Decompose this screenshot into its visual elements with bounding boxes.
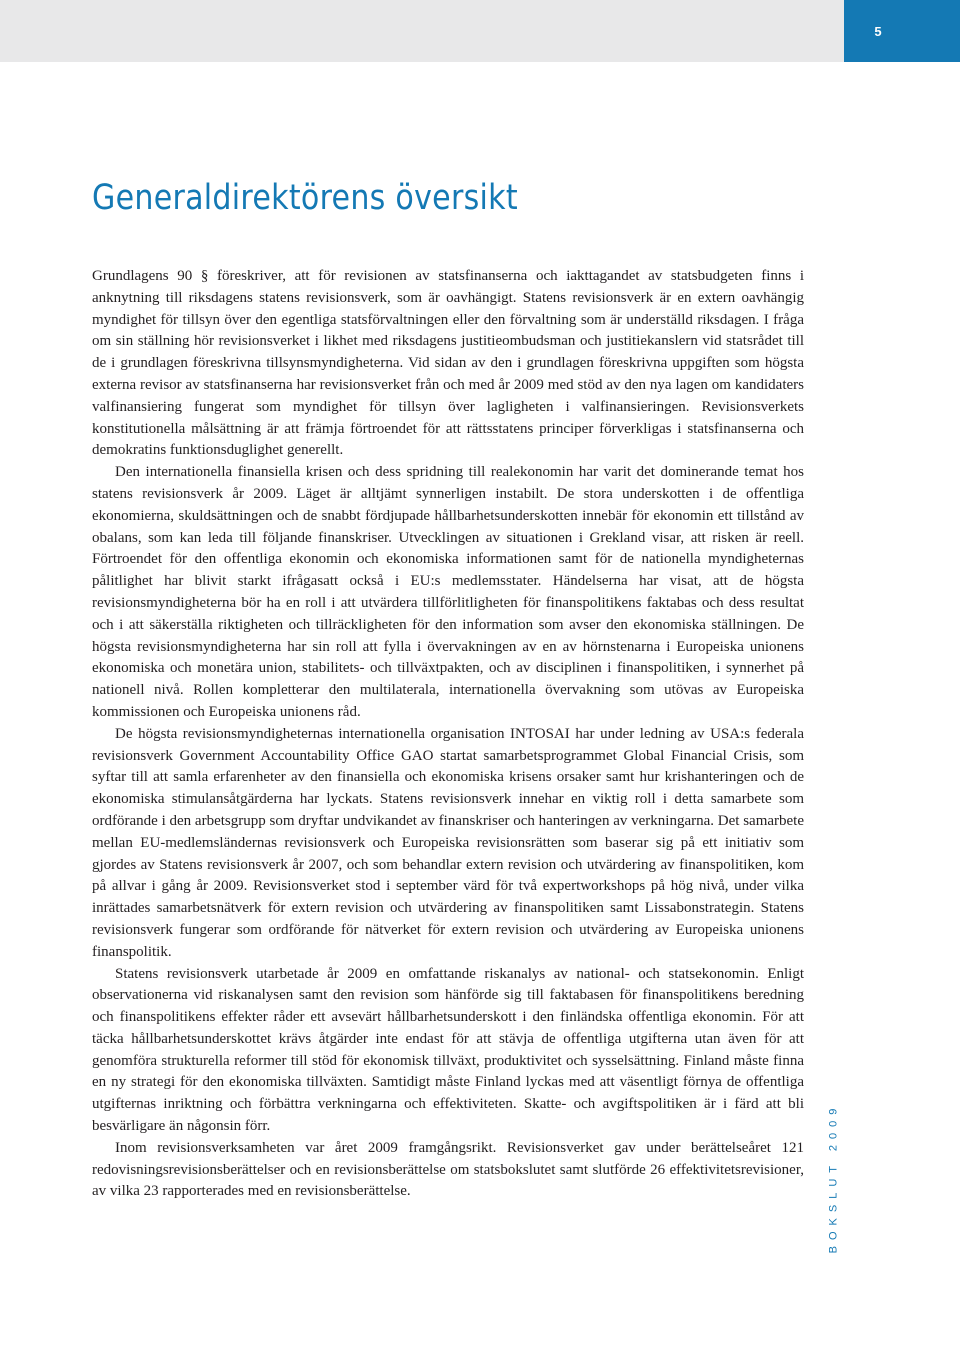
paragraph: Grundlagens 90 § föreskriver, att för revisionen av statsfinanserna och iakttagandet av statsbudgeten finns i anknytning till riksdagens statens revisionsverk, som är oavhängigt. Statens revisionsverk är en extern oavhängig myndighet för tillsyn över den egentliga statsförvaltningen eller den förvaltning som är underställd riksdagen. I fråga om sin ställning hör revisionsverket i likhet med riksdagens justitieombudsman och justitiekanslern vid statsrådet till de i grundlagen föreskrivna tillsynsmyndigheterna. Vid sidan av den i grundlagen föreskrivna uppgiften som högsta externa revisor av statsfinanserna har revisionsverket från och med år 2009 med stöd av den nya lagen om kandidaters valfinansiering fungerat som myndighet för tillsyn över lagligheten i valfinansieringen. Revisionsverkets konstitutionella målsättning är att främja förtroendet för att rättsstatens principer förverkligas i statsfinanserna och demokratins funktionsduglighet generellt. [92,268,804,459]
right-margin-column [844,0,960,1358]
page-number-box [844,0,960,62]
side-label-text: BOKSLUT 2009 [827,1102,839,1254]
paragraph: Statens revisionsverk utarbetade år 2009 en omfattande riskanalys av national- och statsekonomin. Enligt observationerna vid riskanalysen samt den revision som hänförde sig till faktabasen för finanspolitikens beredning och finanspolitikens effekter råder ett avsevärt hållbarhetsunderskott i den finländska offentliga ekonomin. För att täcka hållbarhetsunderskottet krävs åtgärder inte endast för att stävja de offentliga utgifterna utan även för att genomföra strukturella reformer till stöd för ekonomisk tillväxt, produktivitet och sysselsättning. Finland måste finna en ny strategi för den ekonomiska tillväxten. Samtidigt måste Finland lyckas med att väsentligt förnya de offentliga utgifternas inriktning och förbättra verkningarna och effektiviteten. Skatte- och avgiftspolitiken är i färd att bli besvärligare än någonsin förr. [92,965,804,1135]
paragraph: Den internationella finansiella krisen och dess spridning till realekonomin har varit det dominerande temat hos statens revisionsverk år 2009. Läget är alltjämt synnerligen instabilt. De stora underskotten i de offentliga ekonomierna, skuldsättningen och de snabbt fördjupade hållbarhetsunderskotten innebär för ekonomin ett tillstånd av obalans, som kan leda till följande finanskriser. Utvecklingen av situationen i Grekland visar, att risken är reell. Förtroendet för den offentliga ekonomin och ekonomiska informationen samt för de nationella myndigheternas pålitlighet har blivit starkt ifrågasatt också i EU:s medlemsstater. Händelserna har visat, att de högsta revisionsmyndigheterna bör ha en roll i att utvärdera tillförlitligheten för finanspolitikens faktabas och dess resultat och i att säkerställa riktigheten och tillräckligheten för den information som avser den ekonomiska ställningen. De högsta revisionsmyndigheterna har sin roll att fylla i övervakningen av en av hörnstenarna i Europeiska unionens ekonomiska och monetära union, stabilitets- och tillväxtpakten, och av disciplinen i finanspolitiken, i synnerhet på nationell nivå. Rollen kompletterar den multilaterala, internationella övervakning som utövas av Europeiska kommissionen och Europeiska unionens råd. [92,464,804,720]
page-number: 5 [874,23,882,39]
header-band [0,0,844,62]
side-label [823,1102,843,1254]
body-text [92,266,804,1203]
page-title: Generaldirektörens översikt [92,178,518,218]
paragraph: De högsta revisionsmyndigheternas internationella organisation INTOSAI har under ledning av USA:s federala revisionsverk Government Accountability Office GAO startat samarbetsprogrammet Global Financial Crisis, som syftar till att samla erfarenheter av den finansiella och ekonomiska krisens orsaker samt hur krishanteringen och de ekonomiska stimulansåtgärderna har lyckats. Statens revisionsverk innehar en viktig roll i detta samarbete som ordförande i den arbetsgrupp som dryftar undvikandet av finanskriser och hanteringen av verkningarna. Det samarbete mellan EU-medlemsländernas revisionsverk och Europeiska revisionsrätten som baserar sig på ett initiativ som gjordes av Statens revisionsverk år 2007, och som behandlar extern revision och utvärdering av finanspolitiken, kom på allvar i gång år 2009. Revisionsverket stod i september värd för två expertworkshops på hög nivå, under vilka inrättades samarbetsnätverk för extern revision och utvärdering av finanspolitiken samt Lissabonstrategin. Statens revisionsverk fungerar som ordförande för nätverket för extern revision och utvärdering av Europeiska unionens finanspolitik. [92,725,804,960]
paragraph: Inom revisionsverksamheten var året 2009 framgångsrikt. Revisionsverket gav under berättelseåret 121 redovisningsrevisionsberättelser och en revisionsberättelse om statsbokslutet samt slutförde 26 effektivitetsrevisioner, av vilka 23 rapporterades med en revisionsberättelse. [92,1139,804,1200]
